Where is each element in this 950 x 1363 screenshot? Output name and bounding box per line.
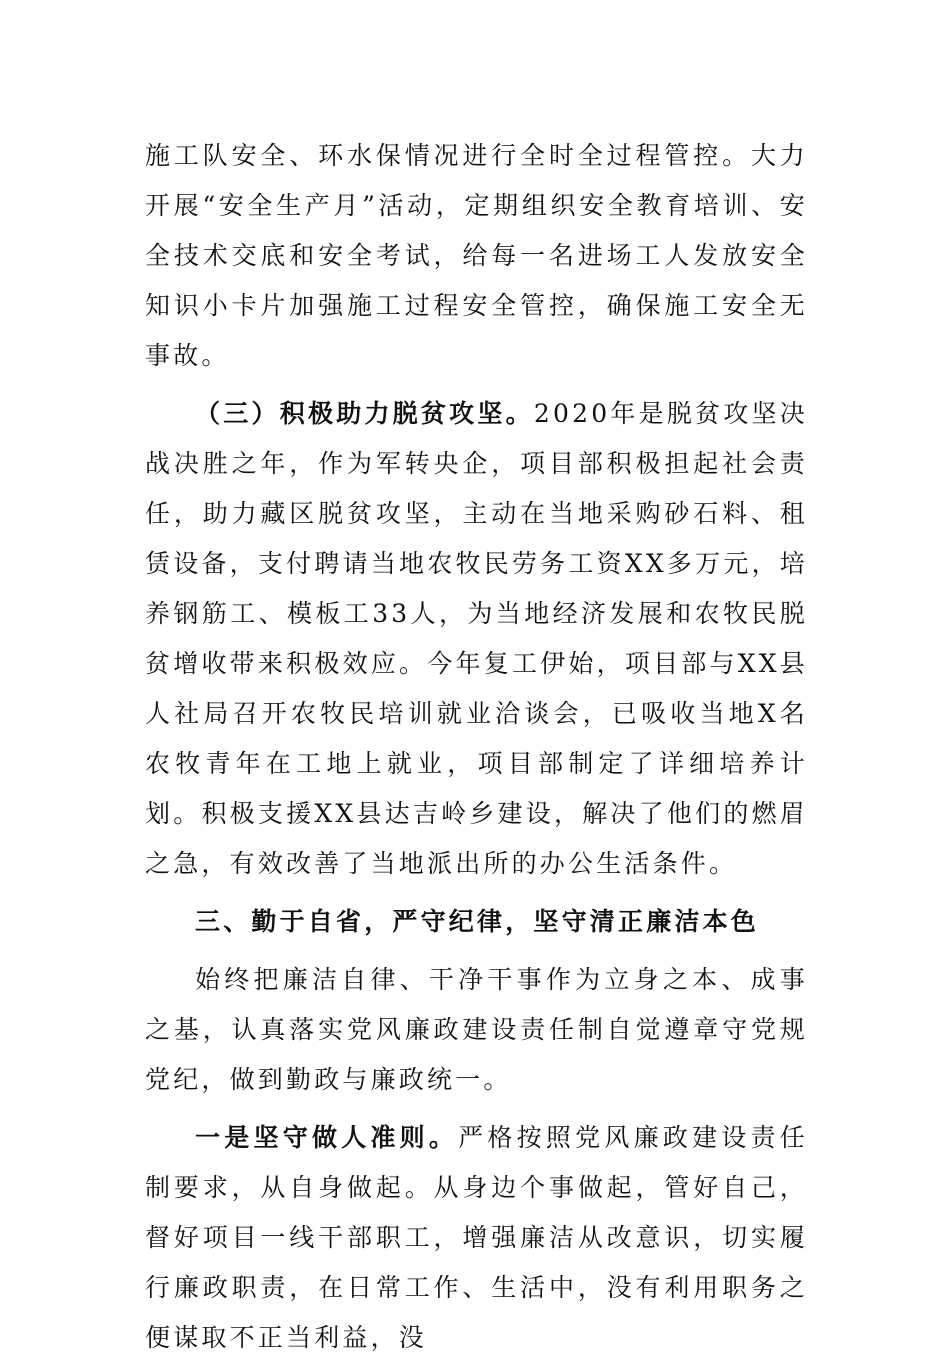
paragraph-lead-poverty: （三）积极助力脱贫攻坚。	[195, 399, 534, 428]
paragraph-poverty-alleviation	[145, 389, 808, 889]
section-heading-three: 三、勤于自省，严守纪律，坚守清正廉洁本色	[195, 907, 760, 936]
paragraph-safety-control: 施工队安全、环水保情况进行全时全过程管控。大力开展“安全生产月”活动，定期组织安全教育培训、安全技术交底和安全考试，给每一名进场工人发放安全知识小卡片加强施工过程安全管控，确保施工安全无事故。	[145, 141, 808, 370]
paragraph-lead-conduct: 一是坚守做人准则。	[195, 1123, 459, 1152]
document-body	[145, 131, 808, 1363]
paragraph-integrity-intro: 始终把廉洁自律、干净干事作为立身之本、成事之基，认真落实党风廉政建设责任制自觉遵章守党规党纪，做到勤政与廉政统一。	[145, 965, 808, 1094]
paragraph-conduct-principles	[145, 1113, 808, 1363]
paragraph-gap	[145, 889, 808, 897]
paragraph-gap	[145, 1105, 808, 1113]
paragraph-gap	[145, 381, 808, 389]
paragraph-body-conduct: 严格按照党风廉政建设责任制要求，从自身做起。从身边个事做起，管好自己，督好项目一线干部职工，增强廉洁从改意识，切实履行廉政职责，在日常工作、生活中，没有利用职务之便谋取不正当利益，没	[145, 1123, 808, 1352]
paragraph-body-poverty: 2020年是脱贫攻坚决战决胜之年，作为军转央企，项目部积极担起社会责任，助力藏区脱贫攻坚，主动在当地采购砂石料、租赁设备，支付聘请当地农牧民劳务工资XX多万元，培养钢筋工、模板工33人，为当地经济发展和农牧民脱贫增收带来积极效应。今年复工伊始，项目部与XX县人社局召开农牧民培训就业洽谈会，已吸收当地X名农牧青年在工地上就业，项目部制定了详细培养计划。积极支援XX县达吉岭乡建设，解决了他们的燃眉之急，有效改善了当地派出所的办公生活条件。	[145, 399, 808, 878]
paragraph-gap	[145, 947, 808, 955]
